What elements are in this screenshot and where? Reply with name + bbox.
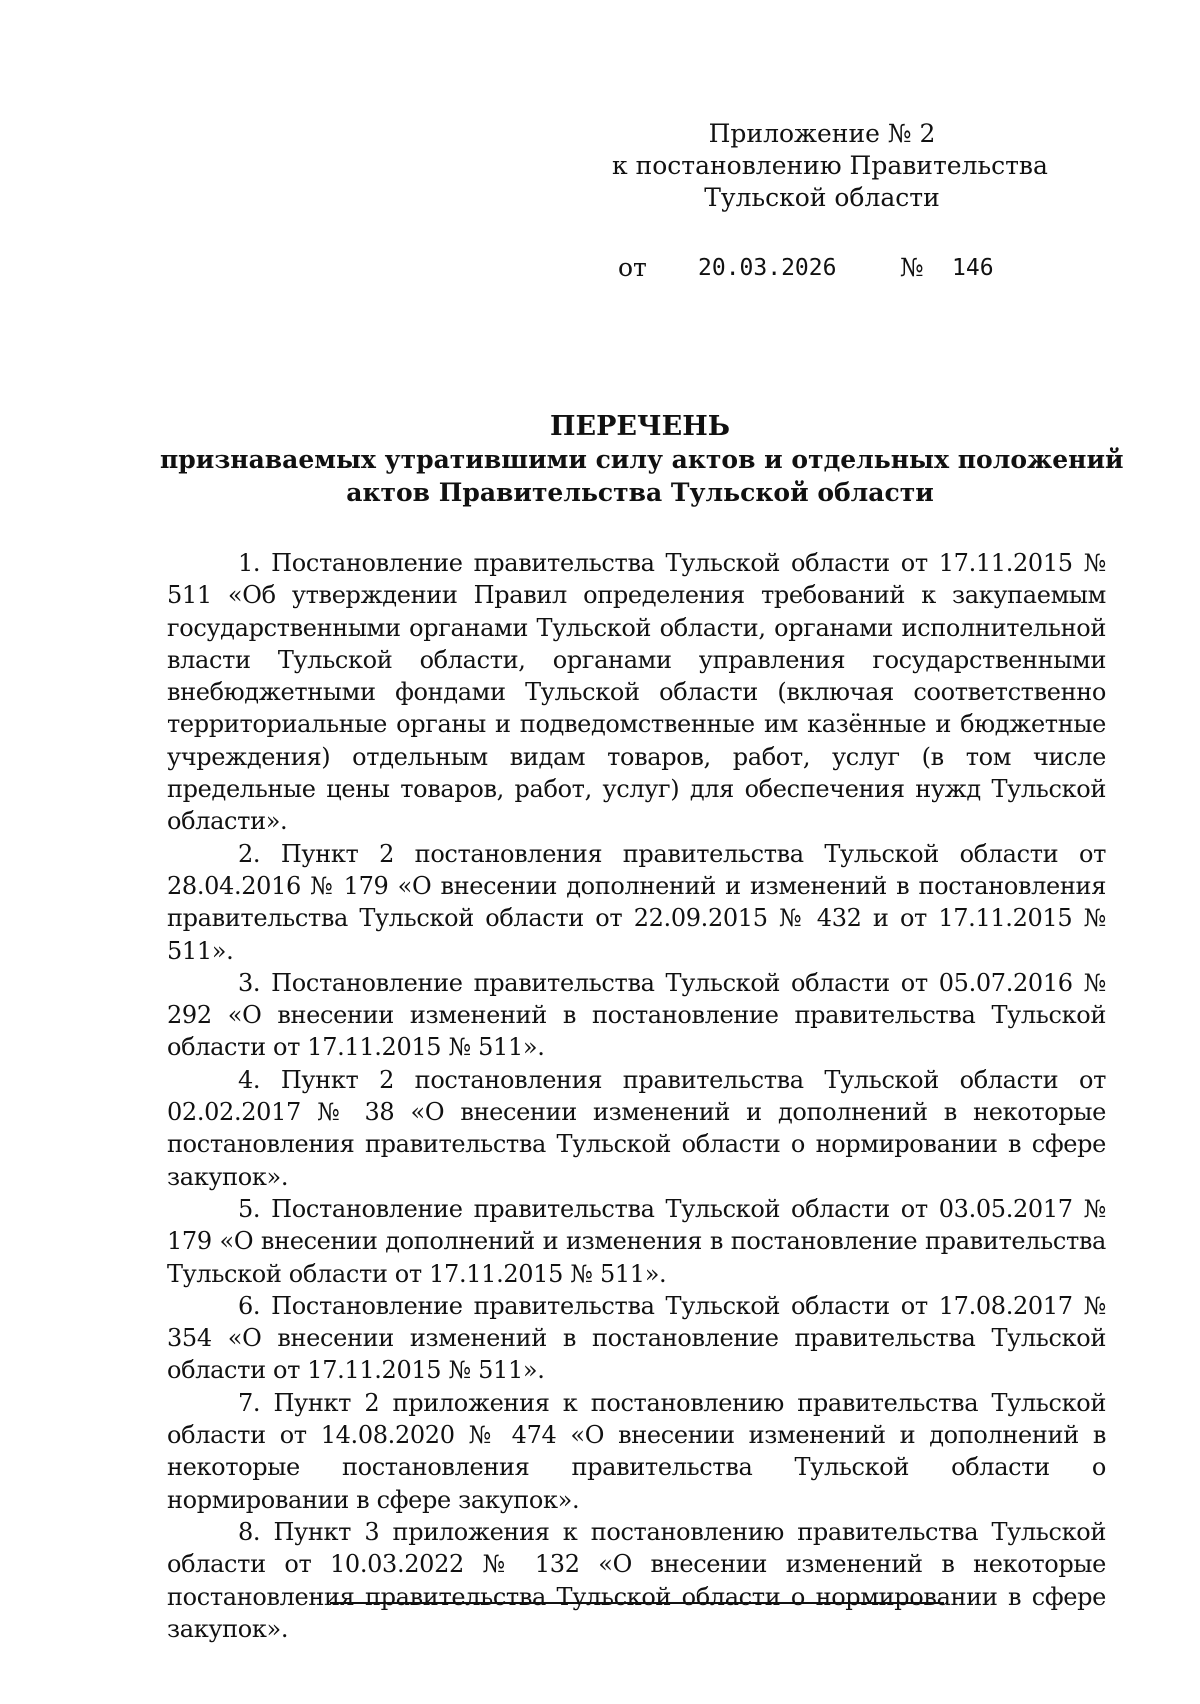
- appendix-number: Приложение № 2: [708, 119, 936, 148]
- decree-number: 146: [952, 255, 994, 281]
- closing-divider: [330, 1602, 944, 1604]
- date-from-label: от: [618, 253, 647, 282]
- list-item: 4. Пункт 2 постановления правительства Тульской области от 02.02.2017 № 38 «О внесении изменений и дополнений в некоторые постановления правительства Тульской области о нормировании в сфере закупок».: [167, 1065, 1106, 1191]
- list-item: 7. Пункт 2 приложения к постановлению правительства Тульской области от 14.08.2020 № 474 «О внесении изменений и дополнений в некоторые постановления правительства Тульской области о нормировании в сфере закупок».: [167, 1388, 1106, 1514]
- document-title: [160, 410, 1124, 509]
- title-heading: ПЕРЕЧЕНЬ: [550, 411, 730, 442]
- list-item: 8. Пункт 3 приложения к постановлению правительства Тульской области от 10.03.2022 № 132 «О внесении изменений в некоторые постановления правительства Тульской области о нормировании в сфере закупок».: [167, 1517, 1106, 1643]
- appendix-reference: к постановлению Правительства: [612, 151, 1048, 180]
- list-item: 6. Постановление правительства Тульской области от 17.08.2017 № 354 «О внесении изменений в постановление правительства Тульской области от 17.11.2015 № 511».: [167, 1291, 1106, 1385]
- list-item: 1. Постановление правительства Тульской области от 17.11.2015 № 511 «Об утверждении Правил определения требований к закупаемым государственными органами Тульской области, органами исполнительной власти Тульской области, органами управления государственными внебюджетными фондами Тульской области (включая соответственно территориальные органы и подведомственные им казённые и бюджетные учреждения) отдельным видам товаров, работ, услуг (в том числе предельные цены товаров, работ, услуг) для обеспечения нужд Тульской области».: [167, 549, 1106, 836]
- list-item: 2. Пункт 2 постановления правительства Тульской области от 28.04.2016 № 179 «О внесении дополнений и изменений в постановления правительства Тульской области от 22.09.2015 № 432 и от 17.11.2015 № 511».: [167, 839, 1106, 965]
- list-item: 5. Постановление правительства Тульской области от 03.05.2017 № 179 «О внесении дополнений и изменения в постановление правительства Тульской области от 17.11.2015 № 511».: [167, 1194, 1106, 1288]
- title-subtitle-line2: актов Правительства Тульской области: [346, 478, 934, 507]
- list-item: 3. Постановление правительства Тульской области от 05.07.2016 № 292 «О внесении изменений в постановление правительства Тульской области от 17.11.2015 № 511».: [167, 968, 1106, 1062]
- decree-date: 20.03.2026: [698, 255, 837, 281]
- appendix-header: [612, 118, 1048, 214]
- title-subtitle-line1: признаваемых утратившими силу актов и отдельных положений: [160, 445, 1124, 474]
- acts-list: [167, 547, 1106, 1645]
- appendix-region: Тульской области: [704, 183, 940, 212]
- number-sign: №: [900, 253, 924, 282]
